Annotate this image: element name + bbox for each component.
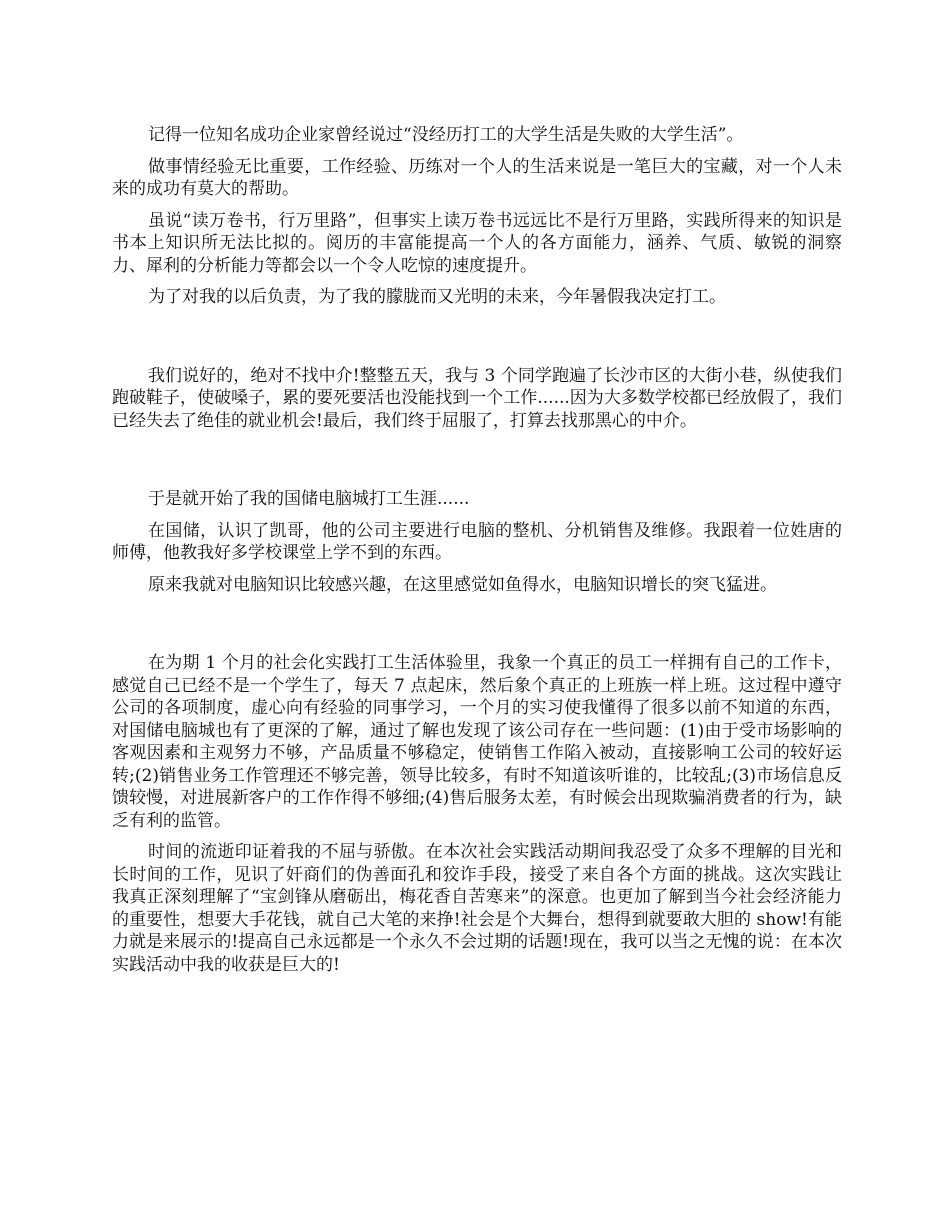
paragraph-1: 记得一位知名成功企业家曾经说过“没经历打工的大学生活是失败的大学生活”。 bbox=[148, 125, 744, 145]
paragraph-9: 在为期 1 个月的社会化实践打工生活体验里，我象一个真正的员工一样拥有自己的工作卡，感觉自己已经不是一个学生了，每天 7 点起床，然后象个真正的上班族一样上班。这过程中遵守公司的各项制度，虚心向有经验的同事学习，一个月的实习使我懂得了很多以前不知道的东西，对国储电脑城也有了更深的了解，通过了解也发现了该公司存在一些问题：(1)由于受市场影响的客观因素和主观努力不够，产品质量不够稳定，使销售工作陷入被动，直接影响工公司的较好运转;(2)销售业务工作管理还不够完善，领导比较多，有时不知道该听谁的，比较乱;(3)市场信息反馈较慢，对进展新客户的工作作得不够细;(4)售后服务太差，有时候会出现欺骗消费者的行为，缺乏有利的监管。 bbox=[112, 653, 842, 831]
paragraph-8: 原来我就对电脑知识比较感兴趣，在这里感觉如鱼得水，电脑知识增长的突飞猛进。 bbox=[148, 574, 777, 595]
paragraph-6: 于是就开始了我的国储电脑城打工生涯...... bbox=[148, 489, 470, 509]
document-body bbox=[112, 124, 842, 976]
paragraph-5: 我们说好的，绝对不找中介!整整五天，我与 3 个同学跑遍了长沙市区的大街小巷，纵使我们跑破鞋子，使破嗓子，累的要死要活也没能找到一个工作......因为大多数学校都已经放假了，我们已经失去了绝佳的就业机会!最后，我们终于屈服了，打算去找那黑心的中介。 bbox=[112, 365, 842, 431]
paragraph-10: 时间的流逝印证着我的不屈与骄傲。在本次社会实践活动期间我忍受了众多不理解的目光和长时间的工作，见识了奸商们的伪善面孔和狡诈手段，接受了来自各个方面的挑战。这次实践让我真正深刻理解了“宝剑锋从磨砺出，梅花香自苦寒来”的深意。也更加了解到当今社会经济能力的重要性，想要大手花钱，就自己大笔的来挣!社会是个大舞台，想得到就要敢大胆的 show!有能力就是来展示的!提高自己永远都是一个永久不会过期的话题!现在，我可以当之无愧的说：在本次实践活动中我的收获是巨大的! bbox=[112, 842, 842, 975]
paragraph-7: 在国储，认识了凯哥，他的公司主要进行电脑的整机、分机销售及维修。我跟着一位姓唐的师傅，他教我好多学校课堂上学不到的东西。 bbox=[112, 520, 842, 563]
paragraph-4: 为了对我的以后负责，为了我的朦胧而又光明的未来，今年暑假我决定打工。 bbox=[148, 287, 726, 307]
paragraph-2: 做事情经验无比重要，工作经验、历练对一个人的生活来说是一笔巨大的宝藏，对一个人未来的成功有莫大的帮助。 bbox=[112, 156, 842, 199]
paragraph-3: 虽说“读万卷书，行万里路”，但事实上读万卷书远远比不是行万里路，实践所得来的知识是书本上知识所无法比拟的。阅历的丰富能提高一个人的各方面能力，涵养、气质、敏锐的洞察力、犀利的分析能力等都会以一个令人吃惊的速度提升。 bbox=[112, 210, 842, 276]
